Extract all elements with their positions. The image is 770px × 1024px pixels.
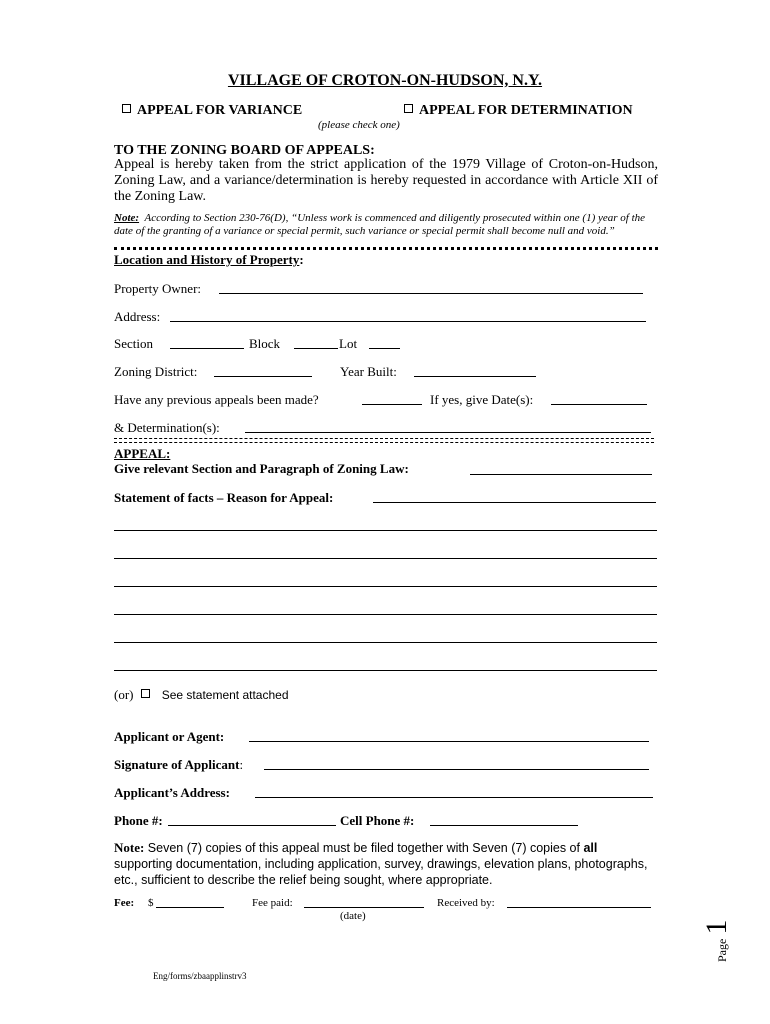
property-owner-label: Property Owner: bbox=[114, 281, 202, 296]
zoning-district-label: Zoning District: bbox=[114, 364, 198, 379]
statement-line-3[interactable] bbox=[114, 586, 657, 587]
statement-line-1[interactable] bbox=[114, 530, 657, 531]
variance-checkbox[interactable] bbox=[122, 104, 131, 113]
statement-field[interactable] bbox=[373, 502, 656, 503]
cell-phone-label: Cell Phone #: bbox=[340, 813, 415, 828]
see-statement-option[interactable] bbox=[114, 687, 289, 703]
statement-of-facts-label: Statement of facts – Reason for Appeal: bbox=[114, 490, 334, 505]
copies-note-pre: Seven (7) copies of this appeal must be filed together with Seven (7) copies of bbox=[144, 841, 584, 855]
appeal-variance-label: APPEAL FOR VARIANCE bbox=[137, 103, 303, 118]
address-label: Address: bbox=[114, 309, 161, 324]
received-by-label: Received by: bbox=[437, 897, 495, 909]
previous-appeals-label: Have any previous appeals been made? bbox=[114, 392, 319, 407]
applicant-agent-field[interactable] bbox=[249, 741, 649, 742]
received-by-field[interactable] bbox=[507, 907, 651, 908]
copies-note-label: Note: bbox=[114, 840, 145, 855]
location-heading bbox=[114, 252, 304, 268]
note-text: According to Section 230-76(D), “Unless work is commenced and diligently prosecuted within one (1) year of the date of the granting of a variance or special permit, such variance or special permit shall become null and void.” bbox=[114, 212, 646, 237]
applicant-agent-label: Applicant or Agent: bbox=[114, 729, 225, 744]
previous-appeals-field[interactable] bbox=[362, 404, 422, 405]
determination-checkbox[interactable] bbox=[404, 104, 413, 113]
dates-field[interactable] bbox=[551, 404, 647, 405]
page-number: 1 bbox=[700, 919, 733, 935]
cell-phone-field[interactable] bbox=[430, 825, 578, 826]
copies-note-all: all bbox=[583, 841, 598, 855]
validity-note bbox=[114, 212, 658, 238]
give-dates-label: If yes, give Date(s): bbox=[430, 392, 534, 407]
year-built-field[interactable] bbox=[414, 376, 536, 377]
block-label: Block bbox=[249, 336, 281, 351]
signature-label-text: Signature of Applicant bbox=[114, 757, 240, 772]
property-owner-field[interactable] bbox=[219, 293, 643, 294]
appeal-determination-option[interactable] bbox=[404, 103, 633, 119]
signature-label bbox=[114, 757, 243, 773]
determinations-label: & Determination(s): bbox=[114, 420, 220, 435]
applicant-address-label: Applicant’s Address: bbox=[114, 785, 230, 800]
phone-field[interactable] bbox=[168, 825, 336, 826]
board-paragraph: Appeal is hereby taken from the strict application of the 1979 Village of Croton-on-Hudson, Zoning Law, and a variance/determination is hereby requested in accordance with Article XII of the Zoning Law. bbox=[114, 157, 658, 204]
appeal-variance-option[interactable] bbox=[122, 103, 302, 119]
see-statement-label: See statement attached bbox=[161, 688, 289, 702]
block-field[interactable] bbox=[294, 348, 338, 349]
location-heading-text: Location and History of Property bbox=[114, 252, 300, 267]
signature-field[interactable] bbox=[264, 769, 649, 770]
board-heading: TO THE ZONING BOARD OF APPEALS: bbox=[114, 143, 375, 158]
dotted-divider bbox=[114, 247, 658, 250]
appeal-determination-label: APPEAL FOR DETERMINATION bbox=[419, 103, 633, 118]
determinations-field[interactable] bbox=[245, 432, 651, 433]
zoning-district-field[interactable] bbox=[214, 376, 312, 377]
lot-label: Lot bbox=[339, 336, 358, 351]
statement-line-4[interactable] bbox=[114, 614, 657, 615]
copies-note-post: supporting documentation, including application, survey, drawings, elevation plans, photographs, etc., sufficient to describe the relief being sought, where appropriate. bbox=[114, 857, 648, 887]
or-label: (or) bbox=[114, 687, 134, 702]
fee-paid-label: Fee paid: bbox=[252, 897, 293, 909]
section-field[interactable] bbox=[170, 348, 244, 349]
relevant-section-field[interactable] bbox=[470, 474, 652, 475]
page-word: Page bbox=[715, 938, 729, 962]
fee-label: Fee: bbox=[114, 897, 135, 909]
statement-line-2[interactable] bbox=[114, 558, 657, 559]
page-indicator bbox=[700, 920, 734, 962]
page-title: VILLAGE OF CROTON-ON-HUDSON, N.Y. bbox=[227, 72, 543, 89]
note-label: Note: bbox=[114, 212, 140, 224]
double-divider bbox=[114, 438, 654, 443]
fee-field[interactable] bbox=[156, 907, 224, 908]
footer-path: Eng/forms/zbaapplinstrv3 bbox=[153, 971, 247, 981]
phone-label: Phone #: bbox=[114, 813, 163, 828]
date-label: (date) bbox=[340, 910, 366, 922]
relevant-section-label: Give relevant Section and Paragraph of Zoning Law: bbox=[114, 461, 409, 476]
applicant-address-field[interactable] bbox=[255, 797, 653, 798]
copies-note bbox=[114, 840, 658, 888]
section-label: Section bbox=[114, 336, 153, 351]
signature-colon: : bbox=[239, 757, 244, 772]
statement-line-5[interactable] bbox=[114, 642, 657, 643]
check-one-hint: (please check one) bbox=[318, 119, 400, 131]
fee-paid-field[interactable] bbox=[304, 907, 424, 908]
appeal-heading: APPEAL: bbox=[114, 446, 171, 461]
lot-field[interactable] bbox=[369, 348, 400, 349]
year-built-label: Year Built: bbox=[340, 364, 397, 379]
address-field[interactable] bbox=[170, 321, 646, 322]
fee-dollar: $ bbox=[148, 897, 154, 909]
statement-line-6[interactable] bbox=[114, 670, 657, 671]
location-colon: : bbox=[299, 252, 304, 267]
see-statement-checkbox[interactable] bbox=[141, 689, 150, 698]
